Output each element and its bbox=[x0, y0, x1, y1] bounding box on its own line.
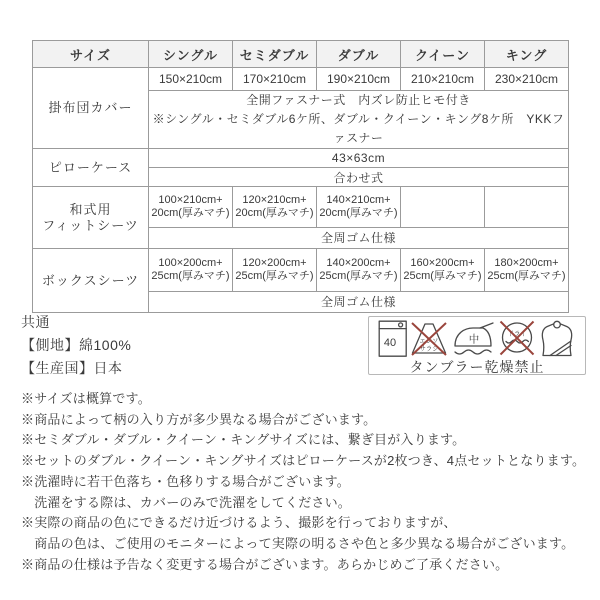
note-line: ※実際の商品の色にできるだけ近づけるよう、撮影を行っておりますが、 bbox=[21, 515, 457, 531]
duvet-feature-line1: 全開ファスナー式 内ズレ防止ヒモ付き bbox=[246, 93, 471, 107]
box-size-single bbox=[149, 249, 233, 292]
bleach-text-line2: サラシ bbox=[419, 345, 439, 352]
col-header-double: ダブル bbox=[317, 41, 401, 68]
common-material: 【側地】綿100% bbox=[21, 337, 132, 353]
dry-clean-text: ドライ bbox=[507, 330, 527, 337]
table-header-row bbox=[33, 41, 569, 68]
box-size-queen bbox=[401, 249, 485, 292]
fitted-size-single-line2: 20cm(厚みマチ) bbox=[151, 207, 230, 219]
pillow-size-cell: 43×63cm bbox=[149, 149, 569, 168]
no-bleach-icon bbox=[409, 320, 449, 358]
fitted-na-cell-king bbox=[485, 187, 569, 228]
row-label-fitted-sheet bbox=[33, 187, 149, 249]
box-size-double-line1: 140×200cm+ bbox=[326, 256, 391, 269]
pillow-size-row bbox=[33, 149, 569, 168]
box-size-king bbox=[485, 249, 569, 292]
box-size-king-line1: 180×200cm+ bbox=[494, 256, 559, 269]
duvet-size-single: 150×210cm bbox=[149, 68, 233, 91]
fitted-size-double-line2: 20cm(厚みマチ) bbox=[319, 207, 398, 219]
box-size-semidouble-line1: 120×200cm+ bbox=[242, 256, 307, 269]
row-label-box-sheet: ボックスシーツ bbox=[33, 249, 149, 313]
care-label-box bbox=[368, 316, 586, 375]
duvet-size-row bbox=[33, 68, 569, 91]
duvet-feature-line2: ※シングル・セミダブル6ケ所、ダブル・クイーン・キング8ケ所 YKKファスナー bbox=[152, 112, 565, 145]
fitted-size-semidouble bbox=[233, 187, 317, 228]
hang-dry-shirt-icon bbox=[538, 319, 576, 359]
iron-level-text: 中 bbox=[468, 333, 480, 345]
note-line: ※商品によって柄の入り方が多少異なる場合がございます。 bbox=[21, 411, 377, 427]
note-line: ※セットのダブル・クイーン・キングサイズはピローケースが2枚つき、4点セットとなります。 bbox=[21, 453, 586, 469]
box-size-double bbox=[317, 249, 401, 292]
fitted-size-double-line1: 140×210cm+ bbox=[326, 193, 391, 206]
note-line: ※サイズは概算です。 bbox=[21, 391, 151, 406]
pillow-feature-cell: 合わせ式 bbox=[149, 168, 569, 187]
duvet-size-queen: 210×210cm bbox=[401, 68, 485, 91]
iron-medium-icon bbox=[450, 320, 496, 358]
common-spec-block bbox=[21, 311, 131, 380]
common-title: 共通 bbox=[21, 314, 50, 330]
bleach-text-line1: エンソ bbox=[419, 337, 439, 345]
care-caption: タンブラー乾燥禁止 bbox=[409, 359, 545, 375]
box-size-row bbox=[33, 249, 569, 292]
row-label-pillow-case: ピローケース bbox=[33, 149, 149, 187]
box-size-single-line1: 100×200cm+ bbox=[158, 256, 223, 269]
note-line: ※商品の仕様は予告なく変更する場合がございます。あらかじめご了承ください。 bbox=[21, 556, 509, 572]
duvet-size-semidouble: 170×210cm bbox=[233, 68, 317, 91]
duvet-size-double: 190×210cm bbox=[317, 68, 401, 91]
col-header-king: キング bbox=[485, 41, 569, 68]
col-header-size: サイズ bbox=[33, 41, 149, 68]
box-size-semidouble bbox=[233, 249, 317, 292]
row-label-duvet-cover: 掛布団カバー bbox=[33, 68, 149, 149]
notes-block bbox=[21, 389, 593, 575]
fitted-feature-cell: 全周ゴム仕様 bbox=[149, 228, 569, 249]
duvet-size-king: 230×210cm bbox=[485, 68, 569, 91]
note-line: ※セミダブル・ダブル・クイーン・キングサイズには、繋ぎ目が入ります。 bbox=[21, 432, 466, 448]
box-size-single-line2: 25cm(厚みマチ) bbox=[151, 270, 230, 282]
fitted-na-cell-queen bbox=[401, 187, 485, 228]
box-size-double-line2: 25cm(厚みマチ) bbox=[319, 270, 398, 282]
fitted-size-single-line1: 100×210cm+ bbox=[158, 193, 223, 206]
duvet-feature-cell bbox=[149, 91, 569, 149]
col-header-semidouble: セミダブル bbox=[233, 41, 317, 68]
common-country: 【生産国】日本 bbox=[21, 360, 123, 376]
fitted-size-double bbox=[317, 187, 401, 228]
note-line: 商品の色は、ご使用のモニターによって実際の明るさや色と多少異なる場合がございます。 bbox=[21, 535, 575, 551]
fitted-label-line2: フィットシーツ bbox=[42, 217, 139, 233]
machine-wash-40-icon bbox=[378, 320, 408, 358]
note-line: 洗濯をする際は、カバーのみで洗濯をしてください。 bbox=[21, 494, 352, 510]
fitted-size-semidouble-line1: 120×210cm+ bbox=[242, 193, 307, 206]
fitted-size-row bbox=[33, 187, 569, 228]
wash-temp-text: 40 bbox=[383, 336, 397, 349]
col-header-single: シングル bbox=[149, 41, 233, 68]
box-size-queen-line1: 160×200cm+ bbox=[410, 256, 475, 269]
size-spec-table bbox=[32, 40, 569, 313]
col-header-queen: クイーン bbox=[401, 41, 485, 68]
care-icons-row bbox=[369, 317, 585, 357]
note-line: ※洗濯時に若干色落ち・色移りする場合がございます。 bbox=[21, 473, 350, 489]
box-feature-cell: 全周ゴム仕様 bbox=[149, 292, 569, 313]
box-size-semidouble-line2: 25cm(厚みマチ) bbox=[235, 270, 314, 282]
fitted-size-semidouble-line2: 20cm(厚みマチ) bbox=[235, 207, 314, 219]
no-dry-clean-icon bbox=[497, 320, 537, 358]
box-size-queen-line2: 25cm(厚みマチ) bbox=[403, 270, 482, 282]
fitted-size-single bbox=[149, 187, 233, 228]
fitted-label-line1: 和式用 bbox=[69, 201, 112, 217]
box-size-king-line2: 25cm(厚みマチ) bbox=[487, 270, 566, 282]
